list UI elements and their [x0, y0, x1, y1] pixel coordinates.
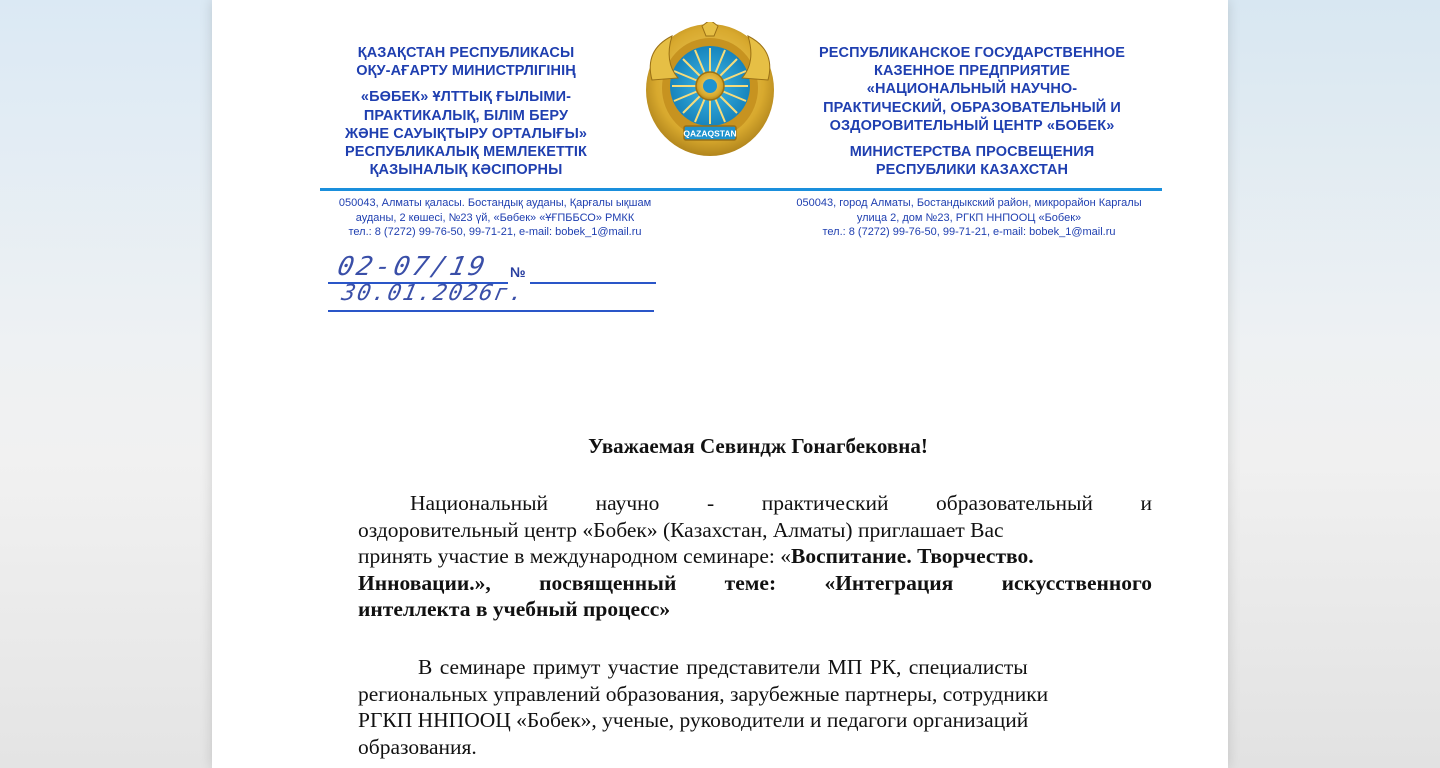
text-line: В семинаре примут участие представители МП РК, специалисты [418, 655, 1028, 679]
seminar-title: Воспитание. Творчество. [791, 544, 1034, 568]
word: и [1140, 491, 1152, 515]
emblem-text: QAZAQSTAN [683, 128, 737, 139]
header-russian-line: РЕСПУБЛИКИ КАЗАХСТАН [875, 162, 1069, 179]
header-divider [320, 188, 1162, 191]
address-russian [782, 196, 1156, 240]
reference-line [328, 310, 654, 312]
greeting: Уважаемая Севиндж Гонагбековна! [588, 434, 928, 458]
reference-date: 30.01.2026г. [339, 281, 528, 306]
word: посвященный [539, 570, 677, 595]
address-line: улица 2, дом №23, РГКП ННПООЦ «Бобек» [856, 211, 1082, 224]
text-line: образования. [358, 734, 477, 759]
word: Инновации.», [358, 570, 491, 595]
text-line [358, 570, 1152, 597]
seminar-theme: интеллекта в учебный процесс» [358, 597, 671, 621]
word: образовательный [936, 491, 1093, 515]
header-russian-line: МИНИСТЕРСТВА ПРОСВЕЩЕНИЯ [849, 144, 1095, 161]
reference-number: 02-07/19 [334, 252, 491, 282]
state-emblem-icon [642, 22, 778, 158]
address-line: 050043, Алматы қаласы. Бостандық ауданы, Қарғалы ықшам [338, 197, 652, 209]
header-russian [796, 44, 1148, 179]
header-russian-line: ПРАКТИЧЕСКИЙ, ОБРАЗОВАТЕЛЬНЫЙ И [823, 99, 1121, 116]
word: - [706, 491, 715, 515]
header-russian-line: КАЗЕННОЕ ПРЕДПРИЯТИЕ [874, 63, 1070, 80]
paragraph-participants [358, 654, 1152, 760]
number-sign: № [510, 264, 526, 280]
address-kazakh [322, 196, 668, 240]
header-russian-line: ОЗДОРОВИТЕЛЬНЫЙ ЦЕНТР «БОБЕК» [829, 117, 1115, 134]
word: научно [595, 491, 660, 515]
text-line: оздоровительный центр «Бобек» (Казахстан, Алматы) приглашает Вас [358, 517, 1004, 542]
letter-page [212, 0, 1228, 768]
address-line: ауданы, 2 көшесі, №23 үй, «Бөбек» «ҰҒПББСО» РМКК [355, 211, 635, 224]
reference-block [324, 248, 654, 318]
word: теме: [724, 570, 777, 595]
word: искусственного [1001, 570, 1152, 595]
address-line: тел.: 8 (7272) 99-76-50, 99-71-21, e-mail: bobek_1@mail.ru [822, 226, 1116, 238]
background-left [0, 0, 212, 768]
word: практический [761, 491, 889, 515]
text-line [358, 490, 1152, 517]
header-kazakh [316, 44, 616, 179]
text-line [358, 596, 1152, 623]
header-kazakh-line: «БӨБЕК» ҰЛТТЫҚ ҒЫЛЫМИ- [360, 89, 572, 106]
text-line [358, 543, 1152, 570]
header-kazakh-line: ҚАЗЫНАЛЫҚ КӘСІПОРНЫ [369, 162, 563, 179]
word: Национальный [410, 491, 549, 515]
header-kazakh-line: РЕСПУБЛИКАЛЫҚ МЕМЛЕКЕТТІК [345, 144, 587, 161]
address-line: 050043, город Алматы, Бостандыкский район, микрорайон Каргалы [796, 197, 1142, 209]
header-russian-line: «НАЦИОНАЛЬНЫЙ НАУЧНО- [866, 81, 1078, 98]
text-line: региональных управлений образования, зарубежные партнеры, сотрудники [358, 681, 1049, 706]
header-kazakh-line: ҚАЗАҚСТАН РЕСПУБЛИКАСЫ [357, 45, 575, 61]
header-kazakh-line: ПРАКТИКАЛЫҚ, БІЛІМ БЕРУ [363, 107, 569, 124]
background-right [1228, 0, 1440, 768]
address-line: тел.: 8 (7272) 99-76-50, 99-71-21, e-mail: bobek_1@mail.ru [348, 226, 642, 238]
header-kazakh-line: ЖӘНЕ САУЫҚТЫРУ ОРТАЛЫҒЫ» [344, 125, 588, 142]
word: «Интеграция [824, 570, 954, 595]
reference-line [530, 282, 656, 284]
paragraph-invitation [358, 490, 1152, 623]
text-segment: принять участие в международном семинаре: « [358, 544, 792, 568]
text-line: РГКП ННПООЦ «Бобек», ученые, руководители и педагоги организаций [358, 708, 1029, 732]
header-russian-line: РЕСПУБЛИКАНСКОЕ ГОСУДАРСТВЕННОЕ [818, 45, 1126, 61]
header-kazakh-line: ОҚУ-АҒАРТУ МИНИСТРЛІГІНІҢ [356, 63, 576, 80]
